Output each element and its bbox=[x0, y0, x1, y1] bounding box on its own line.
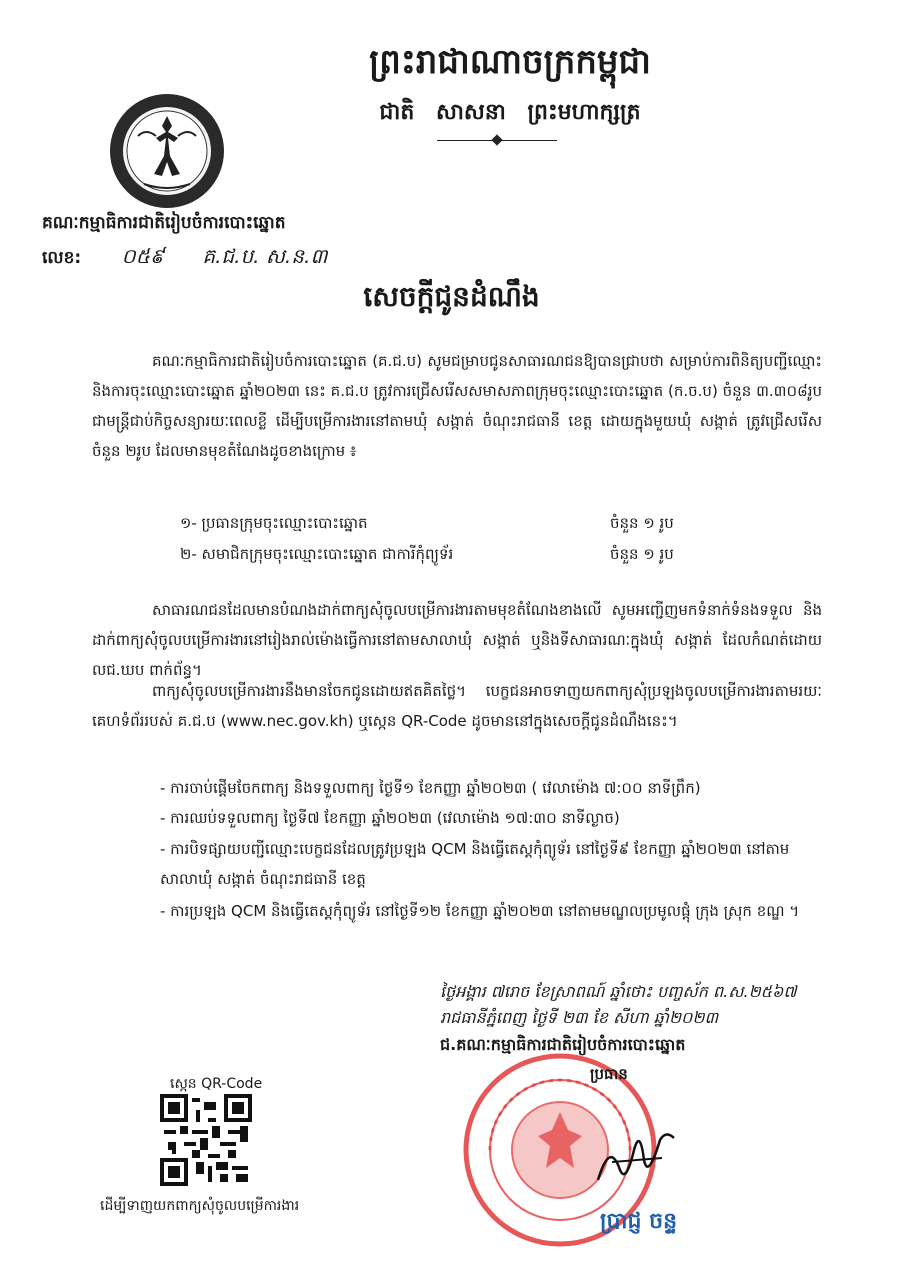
lunar-date: ថ្ងៃអង្គារ ៧រោច ខែស្រាពណ៍ ឆ្នាំថោះ បញ្ចស័ក ព.ស.២៥៦៧ bbox=[440, 982, 797, 1001]
qr-caption: ដើម្បីទាញយកពាក្យសុំចូលបម្រើការងារ bbox=[100, 1198, 300, 1214]
national-election-committee-emblem-icon bbox=[108, 92, 226, 210]
issuing-authority: គណៈកម្មាធិការជាតិរៀបចំការបោះឆ្នោត bbox=[42, 213, 286, 233]
header-divider bbox=[437, 140, 557, 141]
position-2-count: ចំនួន ១ រូប bbox=[610, 545, 674, 563]
schedule-item-3: - ការបិទផ្សាយបញ្ជីឈ្មោះបេក្ខជនដែលត្រូវប្រឡង QCM និងធ្វើតេស្ដកុំព្យូទ័រ នៅថ្ងៃទី៩ ខែកញ្ញា ឆ្នាំ២០២៣ នៅតាមសាលាឃុំ សង្កាត់ ចំណុះរាជធានី ខេត្ត bbox=[160, 840, 790, 888]
signer-name: ប្រាជ្ញ ចន្ទ bbox=[600, 1209, 678, 1234]
schedule-item-4: - ការប្រឡង QCM និងធ្វើតេស្ដកុំព្យូទ័រ នៅថ្ងៃទី១២ ខែកញ្ញា ឆ្នាំ២០២៣ នៅតាមមណ្ឌលប្រមូលផ្ដុំ ក្រុង ស្រុក ខណ្ឌ ។ bbox=[160, 902, 800, 920]
handwritten-signature-icon bbox=[590, 1120, 680, 1190]
schedule-item-2: - ការឈប់ទទួលពាក្យ ថ្ងៃទី៧ ខែកញ្ញា ឆ្នាំ២០២៣ (វេលាម៉ោង ១៧:៣០ នាទីល្ងាច) bbox=[160, 809, 620, 827]
reference-number: ០៥៩ bbox=[121, 244, 165, 268]
position-1-name: ១- ប្រធានក្រុមចុះឈ្មោះបោះឆ្នោត bbox=[180, 514, 368, 532]
kingdom-heading: ព្រះរាជាណាចក្រកម្ពុជា bbox=[369, 42, 651, 82]
president-title: ប្រធាន bbox=[590, 1065, 628, 1083]
qr-label: ស្កេន QR-Code bbox=[170, 1076, 263, 1092]
paragraph-3: ពាក្យសុំចូលបម្រើការងារនឹងមានចែកជូនដោយឥតគិតថ្លៃ។ បេក្ខជនអាចទាញយកពាក្យសុំប្រឡងចូលបម្រើការងារតាមរយៈគេហទំព័ររបស់ គ.ជ.ប (www.nec.gov.kh) ឬស្កេន QR-Code ដូចមាននៅក្នុងសេចក្ដីជូនដំណឹងនេះ។ bbox=[92, 682, 822, 730]
reference-line bbox=[42, 243, 327, 273]
signing-authority: ជ.គណៈកម្មាធិការជាតិរៀបចំការបោះឆ្នោត bbox=[440, 1035, 686, 1054]
national-motto: ជាតិ សាសនា ព្រះមហាក្សត្រ bbox=[379, 100, 641, 125]
reference-code: គ.ជ.ប. ស.ន.៣ bbox=[202, 244, 328, 268]
paragraph-2: សាធារណជនដែលមានបំណងដាក់ពាក្យសុំចូលបម្រើការងារតាមមុខតំណែងខាងលើ សូមអញ្ជើញមកទំនាក់ទំនងទទួល និងដាក់ពាក្យសុំចូលបម្រើការងារនៅរៀងរាល់ម៉ោងធ្វើការនៅតាមសាលាឃុំ សង្កាត់ ឬនិងទីសាធារណៈក្នុងឃុំ សង្កាត់ ដែលកំណត់ដោយ លជ.ឃប ពាក់ព័ន្ធ។ bbox=[92, 601, 822, 679]
position-2-name: ២- សមាជិកក្រុមចុះឈ្មោះបោះឆ្នោត ជាការីកុំព្យូទ័រ bbox=[180, 545, 454, 563]
paragraph-1: គណៈកម្មាធិការជាតិរៀបចំការបោះឆ្នោត (គ.ជ.ប) សូមជម្រាបជូនសាធារណជនឱ្យបានជ្រាបថា សម្រាប់ការពិនិត្យបញ្ជីឈ្មោះ និងការចុះឈ្មោះបោះឆ្នោត ឆ្នាំ២០២៣ នេះ គ.ជ.ប ត្រូវការជ្រើសរើសសមាសភាពក្រុមចុះឈ្មោះបោះឆ្នោត (ក.ច.ប) ចំនួន ៣.៣០៨រូប ជាមន្ត្រីជាប់កិច្ចសន្យារយៈពេលខ្លី ដើម្បីបម្រើការងារនៅតាមឃុំ សង្កាត់ ចំណុះរាជធានី ខេត្ត ដោយក្នុងមួយឃុំ សង្កាត់ ត្រូវជ្រើសរើសចំនួន ២រូប ដែលមានមុខតំណែងដូចខាងក្រោម ៖ bbox=[92, 352, 822, 460]
city-date: រាជធានីភ្នំពេញ ថ្ងៃទី ២៣ ខែ សីហា ឆ្នាំ២០២៣ bbox=[440, 1008, 719, 1027]
reference-label: លេខ: bbox=[42, 248, 82, 268]
document-title: សេចក្ដីជូនដំណឹង bbox=[363, 280, 540, 313]
position-1-count: ចំនួន ១ រូប bbox=[610, 514, 674, 532]
schedule-item-1: - ការចាប់ផ្ដើមចែកពាក្យ និងទទួលពាក្យ ថ្ងៃទី១ ខែកញ្ញា ឆ្នាំ២០២៣ ( វេលាម៉ោង ៧:០០ នាទីព្រឹក) bbox=[160, 779, 701, 797]
qr-code-icon[interactable] bbox=[160, 1094, 252, 1186]
